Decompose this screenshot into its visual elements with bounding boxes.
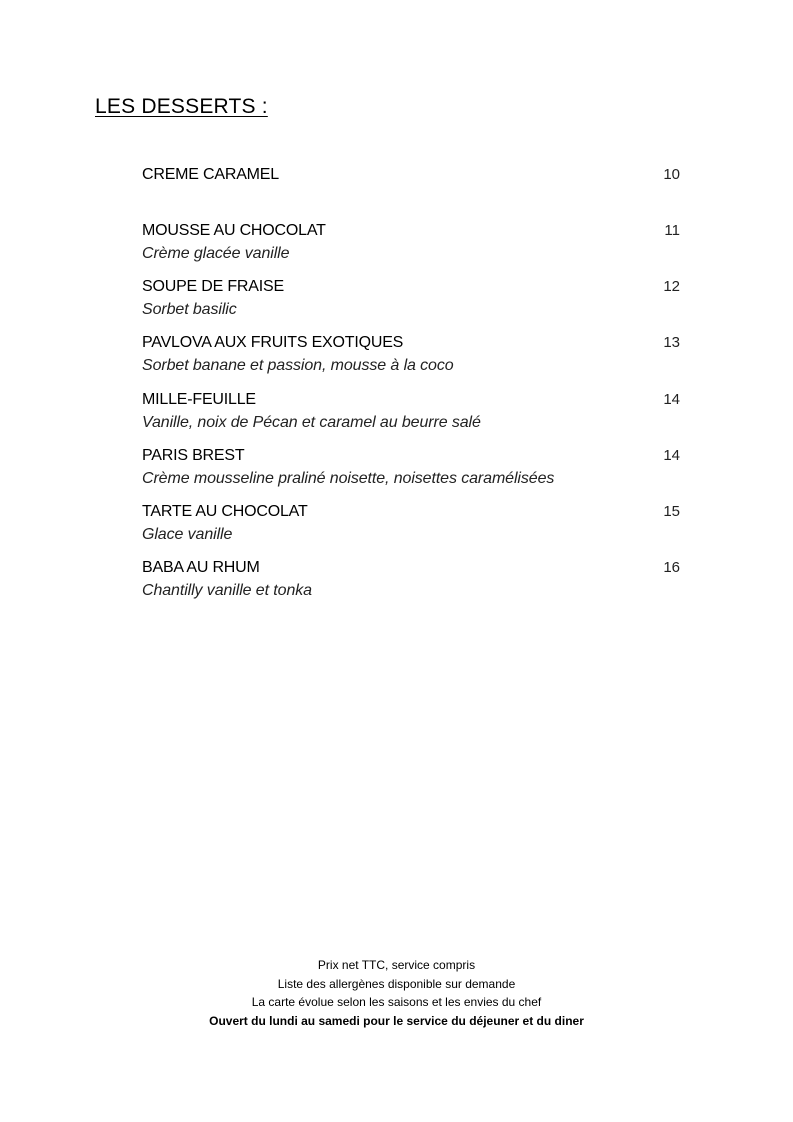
footer-opening-hours: Ouvert du lundi au samedi pour le service du déjeuner et du diner	[209, 1013, 584, 1028]
item-price: 14	[663, 391, 680, 408]
item-name: PARIS BREST	[142, 447, 245, 464]
footer-season-note: La carte évolue selon les saisons et les envies du chef	[251, 995, 542, 1009]
menu-item	[142, 447, 680, 488]
item-name: PAVLOVA AUX FRUITS EXOTIQUES	[142, 334, 404, 351]
item-price: 14	[663, 447, 680, 464]
item-name: TARTE AU CHOCOLAT	[142, 503, 308, 520]
item-description: Chantilly vanille et tonka	[142, 582, 312, 599]
item-name: MILLE-FEUILLE	[142, 391, 256, 408]
menu-item	[142, 222, 680, 263]
item-description: Vanille, noix de Pécan et caramel au beurre salé	[142, 414, 481, 431]
item-price: 10	[663, 166, 680, 183]
item-price: 13	[663, 334, 680, 351]
item-name: SOUPE DE FRAISE	[142, 278, 284, 295]
item-description: Crème glacée vanille	[142, 245, 290, 262]
footer-price-note: Prix net TTC, service compris	[317, 958, 476, 972]
item-price: 12	[663, 278, 680, 295]
item-price: 16	[663, 559, 680, 576]
menu-item	[142, 503, 680, 544]
item-name: BABA AU RHUM	[142, 559, 260, 576]
item-description: Glace vanille	[142, 526, 233, 543]
menu-item	[142, 391, 680, 432]
item-price: 11	[664, 222, 680, 239]
item-name: CREME CARAMEL	[142, 166, 279, 183]
item-price: 15	[663, 503, 680, 520]
item-description: Crème mousseline praliné noisette, noisettes caramélisées	[142, 470, 555, 487]
menu-item	[142, 334, 680, 375]
item-description: Sorbet banane et passion, mousse à la coco	[142, 357, 454, 374]
item-description: Sorbet basilic	[142, 301, 237, 318]
item-name: MOUSSE AU CHOCOLAT	[142, 222, 326, 239]
menu-item	[142, 166, 680, 184]
page-title: LES DESSERTS :	[95, 95, 268, 118]
footer-notes	[0, 956, 793, 1030]
menu-item	[142, 278, 680, 319]
footer-allergen-note: Liste des allergènes disponible sur demande	[277, 976, 516, 991]
menu-item	[142, 559, 680, 600]
